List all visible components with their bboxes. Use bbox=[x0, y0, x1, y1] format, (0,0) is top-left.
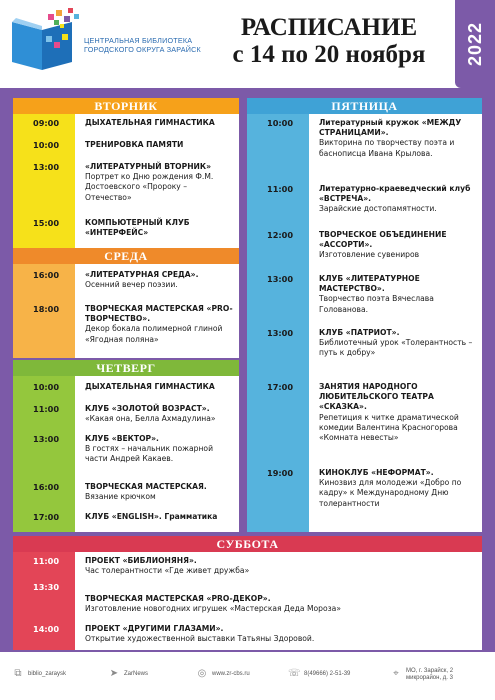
year-label: 2022 bbox=[465, 21, 485, 67]
title-line-1: РАСПИСАНИЕ bbox=[240, 14, 418, 41]
footer-vk[interactable]: biblio_zaraysk bbox=[28, 671, 67, 677]
event-description: КЛУБ «ENGLISH». Грамматика bbox=[85, 512, 218, 521]
event-description: Литературно-краеведческий клуб «ВСТРЕЧА». Зарайские достопамятности. bbox=[319, 184, 471, 214]
event-description: ПРОЕКТ «БИБЛИОНЯНЯ». Час толерантности «Где живет дружба» bbox=[85, 556, 250, 576]
event-time: 11:00 bbox=[33, 556, 60, 566]
event-description: КИНОКЛУБ «НЕФОРМАТ». Кинозвиз для молодежи «Добро по кадру» к Международному Дню толерантности bbox=[319, 468, 462, 508]
event-row bbox=[13, 304, 239, 354]
vk-icon: ⧉ bbox=[14, 668, 22, 679]
section-tuesday bbox=[13, 98, 239, 248]
footer-site[interactable]: www.zr-cbs.ru bbox=[212, 671, 250, 677]
event-time: 10:00 bbox=[33, 382, 60, 392]
event-row bbox=[247, 230, 482, 270]
event-row bbox=[13, 404, 239, 430]
event-description: КЛУБ «ЛИТЕРАТУРНОЕ МАСТЕРСТВО». Творчество поэта Вячеслава Голованова. bbox=[319, 274, 434, 314]
event-description: «ЛИТЕРАТУРНЫЙ ВТОРНИК» Портрет ко Дню рождения Ф.М. Достоевского «Пророку – Отечество» bbox=[85, 162, 214, 202]
event-row bbox=[13, 162, 239, 214]
event-time: 13:00 bbox=[267, 274, 294, 284]
section-title-wednesday: СРЕДА bbox=[13, 248, 239, 264]
section-wednesday bbox=[13, 248, 239, 358]
event-time: 09:00 bbox=[33, 118, 60, 128]
event-time: 13:00 bbox=[267, 328, 294, 338]
event-row bbox=[247, 274, 482, 324]
section-thursday bbox=[13, 360, 239, 532]
section-friday bbox=[247, 98, 482, 532]
event-time: 19:00 bbox=[267, 468, 294, 478]
event-row bbox=[13, 594, 482, 618]
event-time: 17:00 bbox=[33, 512, 60, 522]
event-time: 16:00 bbox=[33, 270, 60, 280]
web-icon: ◎ bbox=[197, 668, 207, 679]
event-row bbox=[13, 218, 239, 246]
event-row bbox=[247, 118, 482, 180]
event-description: «ЛИТЕРАТУРНАЯ СРЕДА». Осенний вечер поэзии. bbox=[85, 270, 199, 290]
event-time: 16:00 bbox=[33, 482, 60, 492]
page-title bbox=[210, 14, 448, 68]
event-row bbox=[13, 482, 239, 508]
page-footer bbox=[0, 652, 495, 700]
event-description: ТРЕНИРОВКА ПАМЯТИ bbox=[85, 140, 184, 149]
event-row bbox=[13, 556, 482, 580]
event-row bbox=[13, 512, 239, 530]
event-time: 15:00 bbox=[33, 218, 60, 228]
event-row bbox=[247, 468, 482, 530]
section-title-thursday: ЧЕТВЕРГ bbox=[13, 360, 239, 376]
phone-icon: ☏ bbox=[288, 668, 301, 679]
event-time: 10:00 bbox=[33, 140, 60, 150]
event-row bbox=[13, 434, 239, 478]
page-header bbox=[0, 0, 495, 88]
event-time: 11:00 bbox=[267, 184, 294, 194]
event-time: 14:00 bbox=[33, 624, 60, 634]
event-row bbox=[247, 328, 482, 378]
event-description: ТВОРЧЕСКОЕ ОБЪЕДИНЕНИЕ «АССОРТИ». Изготовление сувениров bbox=[319, 230, 447, 260]
event-description: ТВОРЧЕСКАЯ МАСТЕРСКАЯ. Вязание крючком bbox=[85, 482, 207, 502]
section-saturday bbox=[13, 536, 482, 650]
event-description: ТВОРЧЕСКАЯ МАСТЕРСКАЯ «PRO-ДЕКОР». Изготовление новогодних игрушек «Мастерская Деда Мороза» bbox=[85, 594, 341, 614]
event-row bbox=[13, 118, 239, 138]
title-line-2: с 14 по 20 ноября bbox=[232, 41, 426, 68]
event-description: ДЫХАТЕЛЬНАЯ ГИМНАСТИКА bbox=[85, 382, 215, 391]
event-description: ПРОЕКТ «ДРУГИМИ ГЛАЗАМИ». Открытие художественной выставки Татьяны Здоровой. bbox=[85, 624, 315, 644]
event-time: 13:00 bbox=[33, 162, 60, 172]
event-row bbox=[13, 382, 239, 402]
event-row bbox=[247, 382, 482, 464]
organization-name: ЦЕНТРАЛЬНАЯ БИБЛИОТЕКА ГОРОДСКОГО ОКРУГА ЗАРАЙСК bbox=[84, 36, 201, 54]
event-description: ТВОРЧЕСКАЯ МАСТЕРСКАЯ «PRO-ТВОРЧЕСТВО». Декор бокала полимерной глиной «Ягодная поляна» bbox=[85, 304, 233, 344]
section-title-friday: ПЯТНИЦА bbox=[247, 98, 482, 114]
footer-address: МО, г. Зарайск, 2 микрорайон, д. 3 bbox=[406, 668, 454, 681]
event-time: 13:30 bbox=[33, 582, 60, 592]
event-description: КЛУБ «ЗОЛОТОЙ ВОЗРАСТ». «Какая она, Белла Ахмадулина» bbox=[85, 404, 216, 424]
event-description: ЗАНЯТИЯ НАРОДНОГО ЛЮБИТЕЛЬСКОГО ТЕАТРА «СКАЗКА». Репетиция к читке драматической комедии Валентина Красногорова «Комната невесты» bbox=[319, 382, 459, 443]
event-time: 10:00 bbox=[267, 118, 294, 128]
footer-telegram[interactable]: ZarNews bbox=[124, 671, 149, 677]
event-time: 11:00 bbox=[33, 404, 60, 414]
section-title-saturday: СУББОТА bbox=[13, 536, 482, 552]
event-description: КЛУБ «ПАТРИОТ». Библиотечный урок «Толерантность – путь к добру» bbox=[319, 328, 473, 358]
event-row bbox=[13, 270, 239, 298]
event-description: Литературный кружок «МЕЖДУ СТРАНИЦАМИ». Викторина по творчеству поэта и баснописца Ивана Крылова. bbox=[319, 118, 462, 158]
event-description: КОМПЬЮТЕРНЫЙ КЛУБ «ИНТЕРФЕЙС» bbox=[85, 218, 190, 238]
event-time: 12:00 bbox=[267, 230, 294, 240]
event-time: 17:00 bbox=[267, 382, 294, 392]
year-tab bbox=[455, 0, 495, 88]
event-row bbox=[247, 184, 482, 226]
library-logo bbox=[8, 8, 82, 78]
event-time: 13:00 bbox=[33, 434, 60, 444]
event-description: КЛУБ «ВЕКТОР». В гостях – начальник пожарной части Андрей Какаев. bbox=[85, 434, 214, 464]
telegram-icon: ➤ bbox=[109, 668, 119, 679]
event-row bbox=[13, 140, 239, 160]
event-description: ДЫХАТЕЛЬНАЯ ГИМНАСТИКА bbox=[85, 118, 215, 127]
location-icon: ⌖ bbox=[393, 668, 399, 679]
footer-phone[interactable]: 8(49666) 2-51-39 bbox=[304, 671, 351, 677]
event-row bbox=[13, 624, 482, 648]
event-time: 18:00 bbox=[33, 304, 60, 314]
section-title-tuesday: ВТОРНИК bbox=[13, 98, 239, 114]
